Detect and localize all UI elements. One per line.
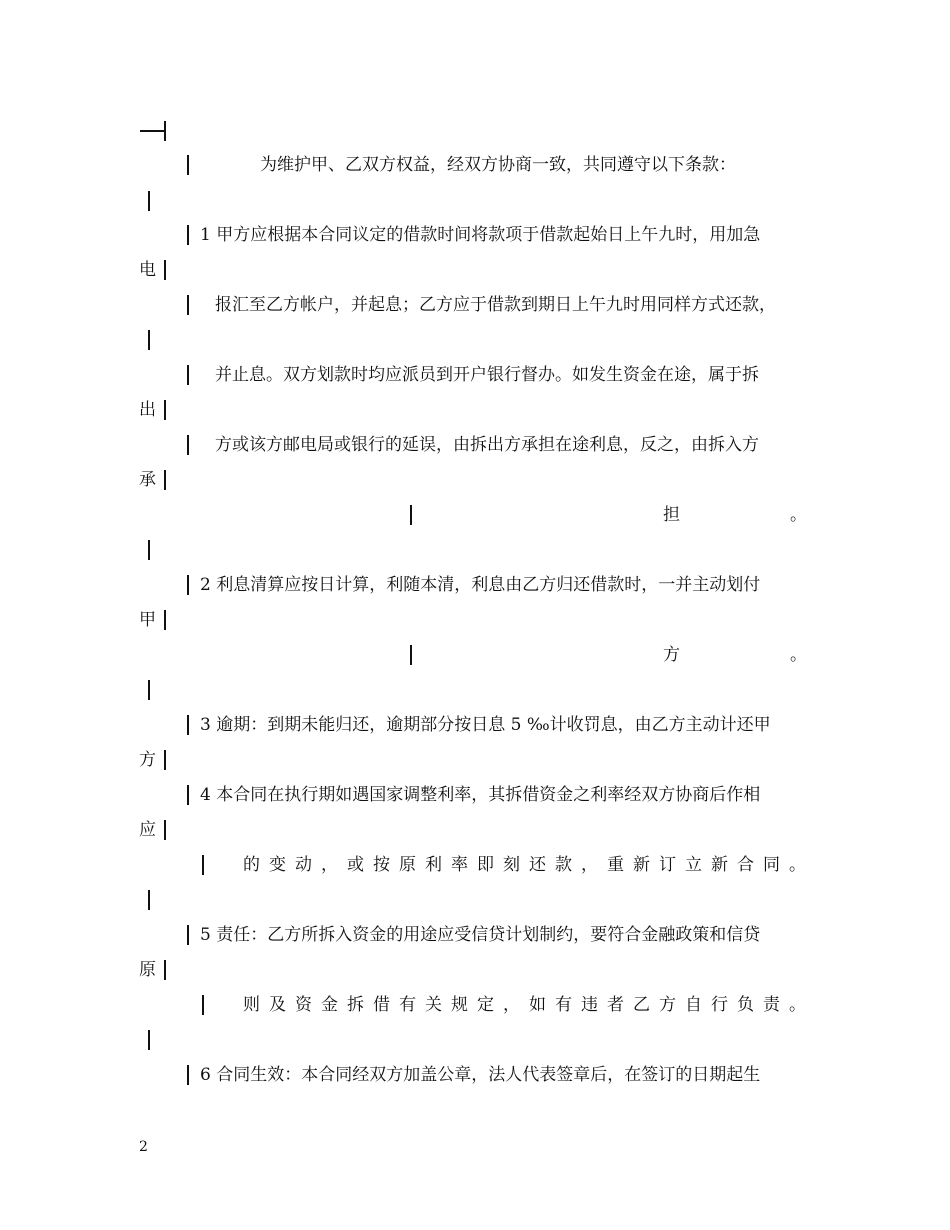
clause4-line2-char: 的 — [243, 855, 260, 875]
table-border — [187, 575, 189, 595]
clause4-line2-char: 动 — [295, 855, 312, 875]
intro-text: 为维护甲、乙双方权益，经双方协商一致，共同遵守以下条款： — [260, 155, 736, 175]
clause4-line2-char: 重 — [607, 855, 624, 875]
clause5-line2-char: 者 — [607, 995, 624, 1015]
clause5-line2-char: 乙 — [633, 995, 650, 1015]
clause1-wrap4: 承 — [139, 470, 156, 490]
clause2-end-punct: 。 — [790, 645, 807, 665]
table-border — [164, 470, 166, 490]
clause5-line2-char: 违 — [581, 995, 598, 1015]
clause5-line2-char: 资 — [295, 995, 312, 1015]
clause4-line2-char: 变 — [269, 855, 286, 875]
clause4-line2-char: 同 — [763, 855, 780, 875]
table-border — [187, 785, 189, 805]
clause5-line2-char: 拆 — [347, 995, 364, 1015]
clause4-line2-char: ， — [581, 855, 598, 875]
table-border — [164, 750, 166, 770]
table-border — [187, 225, 189, 245]
table-border — [202, 995, 204, 1015]
table-border — [187, 365, 189, 385]
table-border — [148, 191, 150, 211]
clause1-line2: 报汇至乙方帐户，并起息；乙方应于借款到期日上午九时用同样方式还款， — [215, 295, 776, 315]
clause1-line4: 方或该方邮电局或银行的延误，由拆出方承担在途利息，反之，由拆入方 — [215, 435, 759, 455]
table-border — [164, 260, 166, 280]
clause4-line2-char: 刻 — [503, 855, 520, 875]
clause1-line3: 并止息。双方划款时均应派员到开户银行督办。如发生资金在途，属于拆 — [215, 365, 759, 385]
clause5-line2-char: 如 — [529, 995, 546, 1015]
clause4-line2-char: 利 — [425, 855, 442, 875]
table-border — [148, 890, 150, 910]
clause3-wrap1: 方 — [139, 750, 156, 770]
clause1-end-char: 担 — [663, 505, 680, 525]
table-border — [202, 855, 204, 875]
clause5-line2-char: 行 — [711, 995, 728, 1015]
corner-mark-line — [140, 130, 164, 132]
table-border — [164, 820, 166, 840]
clause5-line2 — [243, 994, 806, 1016]
clause1-line1: 1 甲方应根据本合同议定的借款时间将款项于借款起始日上午九时，用加急 — [200, 225, 761, 245]
clause1-end-punct: 。 — [790, 505, 807, 525]
clause5-line2-char: 负 — [737, 995, 754, 1015]
clause1-wrap3: 出 — [139, 400, 156, 420]
clause4-line2-char: 合 — [737, 855, 754, 875]
clause5-line2-char: 方 — [659, 995, 676, 1015]
table-border — [164, 400, 166, 420]
table-border — [148, 1030, 150, 1050]
clause4-line2-char: 新 — [711, 855, 728, 875]
corner-mark-bar — [164, 121, 166, 141]
clause4-wrap1: 应 — [139, 820, 156, 840]
table-border — [187, 295, 189, 315]
table-border — [148, 680, 150, 700]
clause2-line1: 2 利息清算应按日计算，利随本清，利息由乙方归还借款时，一并主动划付 — [200, 575, 761, 595]
clause5-line2-char: 金 — [321, 995, 338, 1015]
clause4-line2-char: 率 — [451, 855, 468, 875]
clause5-line2-char: ， — [503, 995, 520, 1015]
clause1-wrap1: 电 — [139, 260, 156, 280]
table-border — [164, 610, 166, 630]
clause5-line2-char: 定 — [477, 995, 494, 1015]
table-border — [187, 925, 189, 945]
clause5-line2-char: 关 — [425, 995, 442, 1015]
table-border — [410, 505, 412, 525]
clause5-line2-char: 规 — [451, 995, 468, 1015]
table-border — [148, 330, 150, 350]
table-border — [187, 435, 189, 455]
clause4-line1: 4 本合同在执行期如遇国家调整利率，其拆借资金之利率经双方协商后作相 — [200, 785, 761, 805]
clause2-end-char: 方 — [663, 645, 680, 665]
clause4-line2-char: 按 — [373, 855, 390, 875]
clause5-line2-char: 则 — [243, 995, 260, 1015]
table-border — [410, 645, 412, 665]
clause5-line2-char: 有 — [399, 995, 416, 1015]
clause5-line2-char: 责 — [763, 995, 780, 1015]
table-border — [148, 540, 150, 560]
clause5-line2-char: 及 — [269, 995, 286, 1015]
clause6-line1: 6 合同生效：本合同经双方加盖公章，法人代表签章后，在签订的日期起生 — [200, 1065, 761, 1085]
clause5-line2-char: 有 — [555, 995, 572, 1015]
clause5-line2-char: 。 — [789, 995, 806, 1015]
clause4-line2-char: 原 — [399, 855, 416, 875]
clause4-line2-char: ， — [321, 855, 338, 875]
clause4-line2 — [243, 854, 806, 876]
table-border — [187, 715, 189, 735]
table-border — [187, 1065, 189, 1085]
clause4-line2-char: 新 — [633, 855, 650, 875]
table-border — [164, 960, 166, 980]
clause5-wrap1: 原 — [139, 960, 156, 980]
clause4-line2-char: 还 — [529, 855, 546, 875]
clause3-line1: 3 逾期：到期未能归还，逾期部分按日息 5 ‰计收罚息，由乙方主动计还甲 — [200, 715, 771, 735]
clause4-line2-char: 款 — [555, 855, 572, 875]
clause4-line2-char: 或 — [347, 855, 364, 875]
clause4-line2-char: 立 — [685, 855, 702, 875]
clause4-line2-char: 即 — [477, 855, 494, 875]
clause4-line2-char: 订 — [659, 855, 676, 875]
clause5-line2-char: 借 — [373, 995, 390, 1015]
clause5-line1: 5 责任：乙方所拆入资金的用途应受信贷计划制约，要符合金融政策和信贷 — [200, 925, 761, 945]
clause4-line2-char: 。 — [789, 855, 806, 875]
clause2-wrap1: 甲 — [139, 610, 156, 630]
page-number: 2 — [139, 1139, 148, 1155]
clause5-line2-char: 自 — [685, 995, 702, 1015]
table-border — [187, 155, 189, 175]
